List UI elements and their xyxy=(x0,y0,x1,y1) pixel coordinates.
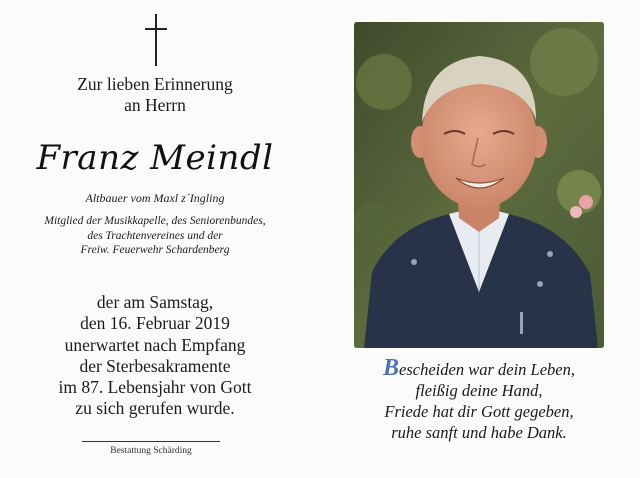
announcement-line: den 16. Februar 2019 xyxy=(80,313,230,334)
announcement-line: der Sterbesakramente xyxy=(79,355,231,376)
poem-line: Friede hat dir Gott gegeben, xyxy=(384,402,574,421)
cross-icon xyxy=(145,14,167,66)
intro-line-1: Zur lieben Erinnerung xyxy=(77,74,233,94)
announcement-line: der am Samstag, xyxy=(96,292,214,312)
memberships xyxy=(14,214,296,258)
deceased-title: Altbauer vom Maxl z´Ingling xyxy=(85,191,225,205)
announcement-line: im 87. Lebensjahr von Gott xyxy=(58,377,252,398)
poem-line: fleißig deine Hand, xyxy=(415,381,543,400)
poem-initial: B xyxy=(383,355,400,381)
divider xyxy=(82,441,220,442)
poem-line: ruhe sanft und habe Dank. xyxy=(391,423,567,442)
membership-line: des Trachtenvereines und der xyxy=(87,229,223,242)
poem xyxy=(348,355,610,443)
portrait-photo xyxy=(354,22,604,348)
announcement-line: zu sich gerufen wurde. xyxy=(75,398,235,419)
deceased-name: Franz Meindl xyxy=(36,138,274,178)
death-announcement xyxy=(20,292,290,420)
announcement-line: unerwartet nach Empfang xyxy=(64,334,246,355)
intro-line-2: an Herrn xyxy=(124,95,186,115)
membership-line: Freiw. Feuerwehr Schardenberg xyxy=(80,244,230,256)
poem-line xyxy=(348,355,610,381)
poem-line-1-rest: escheiden war dein Leben, xyxy=(399,360,575,379)
intro-text xyxy=(20,74,290,116)
undertaker-name: Bestattung Schärding xyxy=(110,446,192,456)
membership-line: Mitglied der Musikkapelle, des Seniorenbundes, xyxy=(44,215,266,227)
